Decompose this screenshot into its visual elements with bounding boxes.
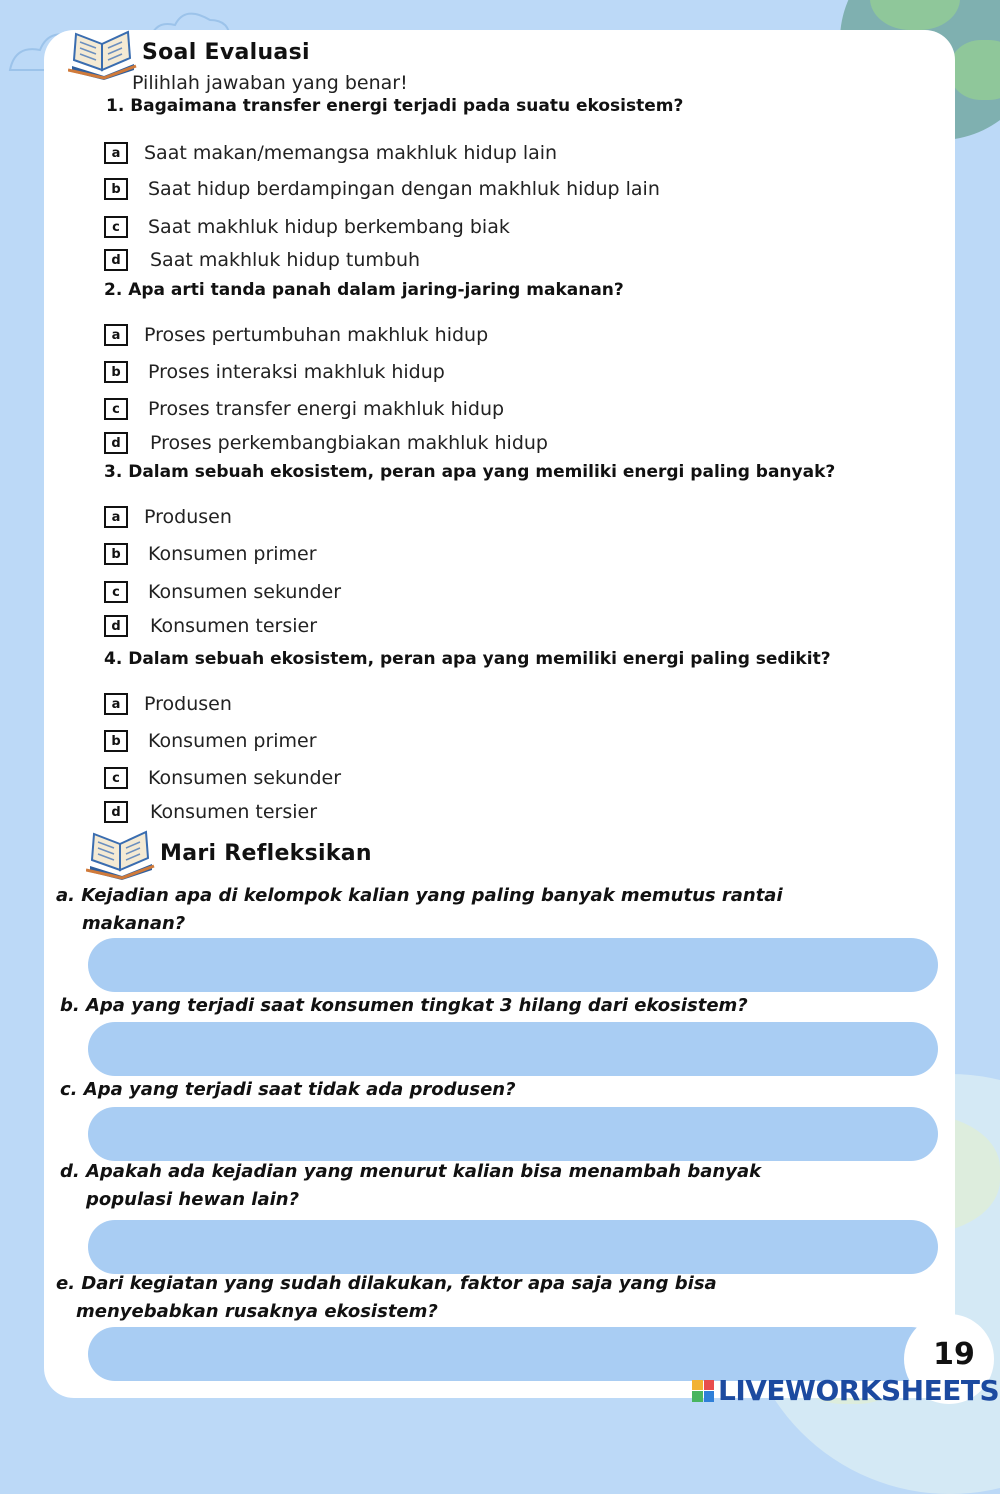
option-text: Proses pertumbuhan makhluk hidup	[144, 324, 489, 346]
option-4d[interactable]	[104, 799, 317, 825]
option-letter: d	[104, 249, 128, 271]
question-line: b. Apa yang terjadi saat konsumen tingkat 3 hilang dari ekosistem?	[60, 995, 748, 1016]
option-letter: a	[104, 506, 128, 528]
option-3b[interactable]	[104, 541, 317, 567]
question-line: populasi hewan lain?	[86, 1189, 300, 1210]
option-3c[interactable]	[104, 579, 341, 605]
option-text: Produsen	[144, 506, 232, 528]
option-3a[interactable]	[104, 504, 232, 530]
liveworksheets-brand	[692, 1374, 999, 1407]
option-letter: d	[104, 615, 128, 637]
reflection-question-d	[60, 1158, 761, 1214]
option-text: Saat hidup berdampingan dengan makhluk hidup lain	[148, 178, 660, 200]
option-text: Saat makhluk hidup tumbuh	[150, 249, 421, 271]
question-line: c. Apa yang terjadi saat tidak ada produsen?	[60, 1079, 516, 1100]
option-4b[interactable]	[104, 728, 317, 754]
option-text: Konsumen tersier	[150, 801, 318, 823]
answer-field-d[interactable]	[88, 1220, 938, 1274]
option-text: Saat makhluk hidup berkembang biak	[148, 216, 510, 238]
option-letter: a	[104, 324, 128, 346]
option-letter: b	[104, 178, 128, 200]
brand-wordmark: LIVEWORKSHEETS	[718, 1374, 1000, 1407]
answer-field-c[interactable]	[88, 1107, 938, 1161]
option-text: Konsumen sekunder	[148, 581, 342, 603]
question-line: d. Apakah ada kejadian yang menurut kalian bisa menambah banyak	[60, 1161, 762, 1182]
option-text: Konsumen primer	[148, 543, 317, 565]
option-2b[interactable]	[104, 359, 445, 385]
option-4c[interactable]	[104, 765, 341, 791]
reflection-question-c	[60, 1076, 516, 1104]
option-letter: a	[104, 142, 128, 164]
question-1: 1. Bagaimana transfer energi terjadi pada suatu ekosistem?	[106, 96, 684, 116]
option-text: Saat makan/memangsa makhluk hidup lain	[144, 142, 558, 164]
book-icon	[68, 30, 138, 80]
question-3: 3. Dalam sebuah ekosistem, peran apa yang memiliki energi paling banyak?	[104, 462, 836, 482]
reflection-question-a	[56, 882, 783, 938]
option-1a[interactable]	[104, 140, 557, 166]
option-1b[interactable]	[104, 176, 660, 202]
option-text: Konsumen primer	[148, 730, 317, 752]
question-line: menyebabkan rusaknya ekosistem?	[76, 1301, 438, 1322]
option-2a[interactable]	[104, 322, 488, 348]
section-title-reflection: Mari Refleksikan	[160, 841, 372, 866]
option-letter: b	[104, 543, 128, 565]
liveworksheets-logo-icon	[692, 1380, 714, 1402]
option-letter: b	[104, 361, 128, 383]
option-letter: d	[104, 432, 128, 454]
option-2c[interactable]	[104, 396, 504, 422]
option-letter: d	[104, 801, 128, 823]
option-1c[interactable]	[104, 214, 510, 240]
question-line: e. Dari kegiatan yang sudah dilakukan, faktor apa saja yang bisa	[56, 1273, 717, 1294]
option-4a[interactable]	[104, 691, 232, 717]
question-line: makanan?	[82, 913, 186, 934]
option-1d[interactable]	[104, 247, 420, 273]
option-text: Konsumen tersier	[150, 615, 318, 637]
page-number-text: 19	[933, 1336, 975, 1372]
option-text: Proses interaksi makhluk hidup	[148, 361, 445, 383]
option-letter: b	[104, 730, 128, 752]
option-letter: a	[104, 693, 128, 715]
instruction-text: Pilihlah jawaban yang benar!	[132, 72, 408, 94]
book-icon	[86, 830, 156, 880]
option-3d[interactable]	[104, 613, 317, 639]
section-title: Soal Evaluasi	[142, 40, 310, 65]
option-letter: c	[104, 216, 128, 238]
option-letter: c	[104, 398, 128, 420]
reflection-question-e	[56, 1270, 717, 1326]
answer-field-b[interactable]	[88, 1022, 938, 1076]
option-text: Proses transfer energi makhluk hidup	[148, 398, 505, 420]
option-letter: c	[104, 581, 128, 603]
option-text: Produsen	[144, 693, 232, 715]
option-2d[interactable]	[104, 430, 548, 456]
reflection-question-b	[60, 992, 748, 1020]
question-4: 4. Dalam sebuah ekosistem, peran apa yang memiliki energi paling sedikit?	[104, 649, 831, 669]
answer-field-a[interactable]	[88, 938, 938, 992]
option-text: Proses perkembangbiakan makhluk hidup	[150, 432, 548, 454]
answer-field-e[interactable]	[88, 1327, 938, 1381]
question-line: a. Kejadian apa di kelompok kalian yang paling banyak memutus rantai	[56, 885, 783, 906]
question-2: 2. Apa arti tanda panah dalam jaring-jaring makanan?	[104, 280, 624, 300]
option-letter: c	[104, 767, 128, 789]
option-text: Konsumen sekunder	[148, 767, 342, 789]
